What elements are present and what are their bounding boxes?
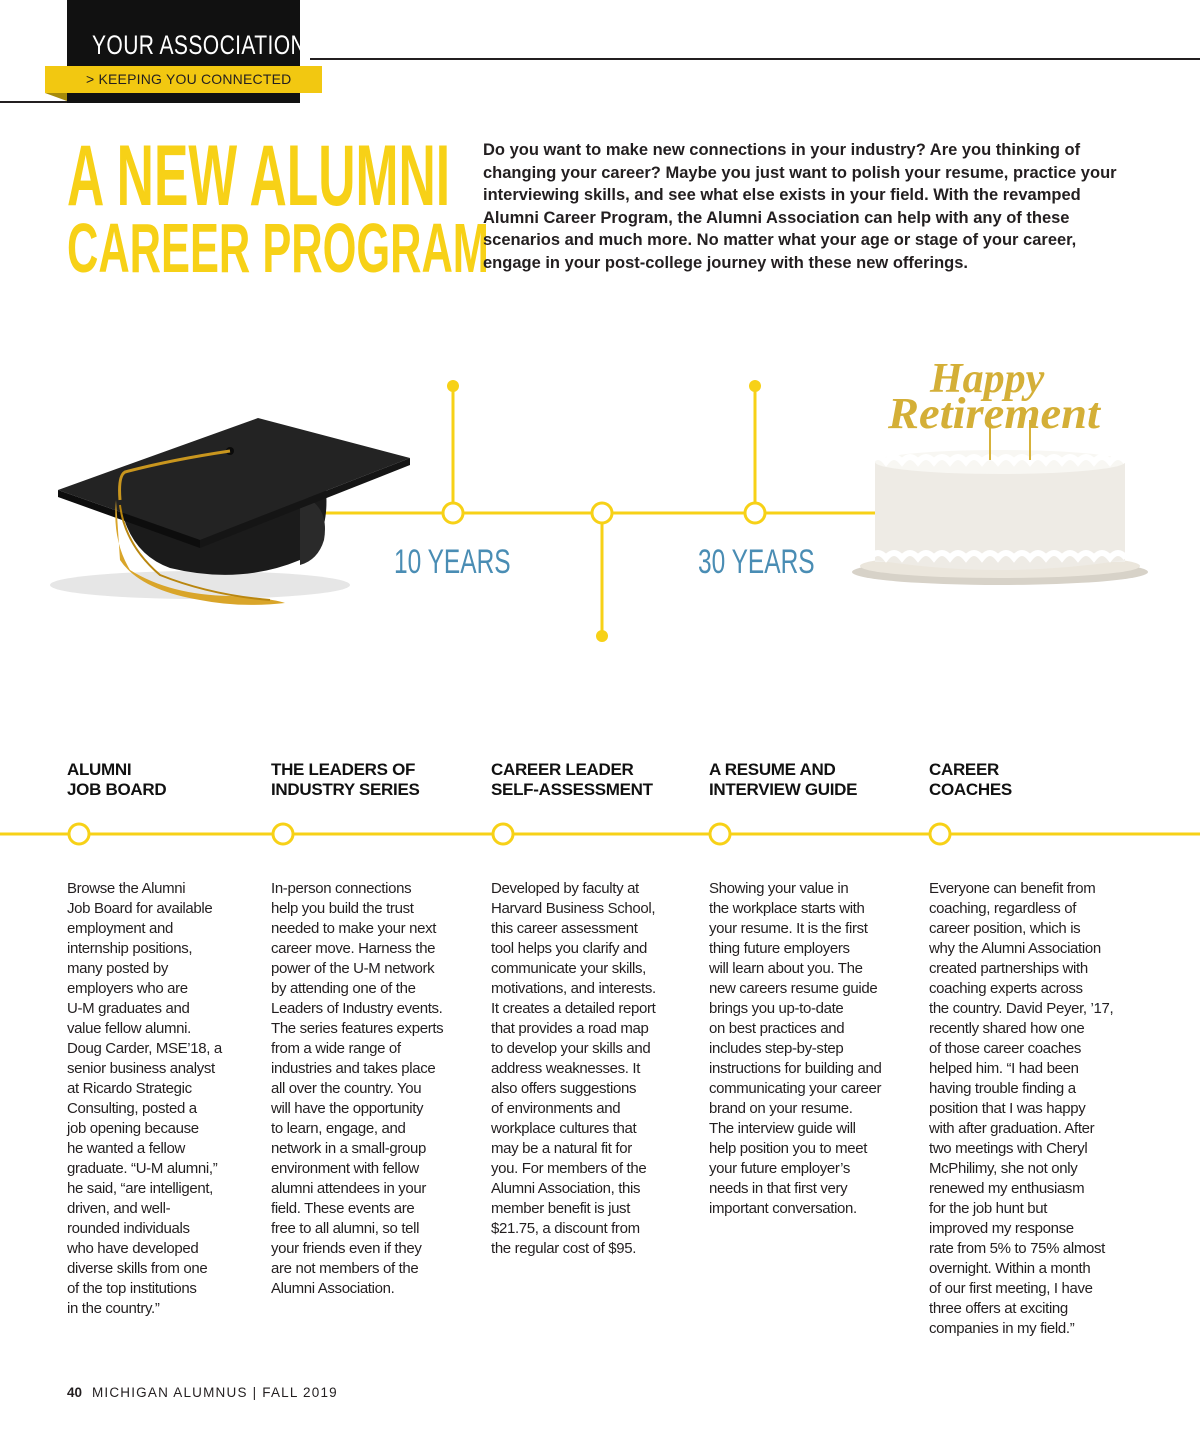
body-line: your friends even if they xyxy=(271,1240,422,1257)
body-line: of environments and xyxy=(491,1100,621,1117)
body-line: thing future employers xyxy=(709,940,850,957)
page-footer xyxy=(67,1385,338,1400)
heading-line: CAREER xyxy=(929,760,999,779)
body-line: network in a small-group xyxy=(271,1140,427,1157)
heading-line: A RESUME AND xyxy=(709,760,836,779)
body-line: of those career coaches xyxy=(929,1040,1082,1057)
body-line: from a wide range of xyxy=(271,1040,401,1057)
body-line: In-person connections xyxy=(271,880,412,897)
cake-topper-retirement: Retirement xyxy=(886,389,1102,438)
heading-line: INDUSTRY SERIES xyxy=(271,780,420,799)
body-line: he wanted a fellow xyxy=(67,1140,185,1157)
body-line: rate from 5% to 75% almost xyxy=(929,1240,1105,1257)
timeline-node-10 xyxy=(443,503,463,523)
body-line: Developed by faculty at xyxy=(491,880,639,897)
heading-line: CAREER LEADER xyxy=(491,760,634,779)
body-line: Showing your value in xyxy=(709,880,849,897)
body-line: overnight. Within a month xyxy=(929,1260,1091,1277)
body-line: communicating your career xyxy=(709,1080,882,1097)
career-timeline xyxy=(0,360,1200,660)
body-line: senior business analyst xyxy=(67,1060,215,1077)
retirement-cake-icon xyxy=(852,360,1148,585)
body-line: for the job hunt but xyxy=(929,1200,1048,1217)
timeline-dot-bottom xyxy=(596,630,608,642)
heading-line: INTERVIEW GUIDE xyxy=(709,780,858,799)
body-line: on best practices and xyxy=(709,1020,845,1037)
body-line: new careers resume guide xyxy=(709,980,878,997)
body-line: created partnerships with xyxy=(929,960,1088,977)
body-line: that provides a road map xyxy=(491,1020,649,1037)
body-line: help position you to meet xyxy=(709,1140,868,1157)
page-number: 40 xyxy=(67,1385,83,1400)
cake-topper-happy: Happy xyxy=(930,360,1045,402)
article-intro: Do you want to make new connections in your industry? Are you thinking of changing your career? Maybe you just want to polish your resume, practice your interviewing skills, and see what else exists in your field. With the revamped Alumni Career Program, the Alumni Association can help with any of these scenarios and much more. No matter what your age or stage of your career, engage in your post-college journey with these new offerings. xyxy=(483,141,1117,272)
heading-line: JOB BOARD xyxy=(67,780,167,799)
body-line: who have developed xyxy=(67,1240,199,1257)
body-line: needed to make your next xyxy=(271,920,437,937)
body-line: driven, and well- xyxy=(67,1200,171,1217)
body-line: rounded individuals xyxy=(67,1220,190,1237)
body-line: coaching experts across xyxy=(929,980,1083,997)
heading-line: SELF-ASSESSMENT xyxy=(491,780,653,799)
timeline-dot-top-left xyxy=(447,380,459,392)
body-line: power of the U-M network xyxy=(271,960,435,977)
body-line: the workplace starts with xyxy=(709,900,865,917)
body-line: field. These events are xyxy=(271,1200,415,1217)
body-line: your resume. It is the first xyxy=(709,920,868,937)
timeline-label-30-years: 30 YEARS xyxy=(698,543,815,581)
column-heading-job-board xyxy=(67,760,166,800)
body-line: workplace cultures that xyxy=(491,1120,637,1137)
subsection-tab-fold xyxy=(45,93,67,101)
body-line: Doug Carder, MSE’18, a xyxy=(67,1040,222,1057)
body-line: employment and xyxy=(67,920,173,937)
body-line: environment with fellow xyxy=(271,1160,419,1177)
column-body-leaders-of-industry xyxy=(271,879,443,1299)
body-line: help you build the trust xyxy=(271,900,414,917)
body-line: Job Board for available xyxy=(67,900,213,917)
body-line: Browse the Alumni xyxy=(67,880,186,897)
body-line: important conversation. xyxy=(709,1200,857,1217)
body-line: graduate. “U-M alumni,” xyxy=(67,1160,218,1177)
timeline-node-30 xyxy=(745,503,765,523)
timeline-node-mid xyxy=(592,503,612,523)
body-line: recently shared how one xyxy=(929,1020,1085,1037)
rail-node-job-board xyxy=(69,824,89,844)
body-line: industries and takes place xyxy=(271,1060,436,1077)
graduation-cap-icon xyxy=(50,418,410,605)
body-line: will have the opportunity xyxy=(271,1100,424,1117)
body-line: helped him. “I had been xyxy=(929,1060,1079,1077)
body-line: may be a natural fit for xyxy=(491,1140,632,1157)
offerings-rail xyxy=(0,815,1200,855)
column-body-career-coaches xyxy=(929,879,1113,1339)
timeline-label-10-years: 10 YEARS xyxy=(394,543,511,581)
body-line: Alumni Association. xyxy=(271,1280,395,1297)
body-line: value fellow alumni. xyxy=(67,1020,191,1037)
body-line: internship positions, xyxy=(67,940,193,957)
body-line: needs in that first very xyxy=(709,1180,848,1197)
body-line: The series features experts xyxy=(271,1020,444,1037)
body-line: motivations, and interests. xyxy=(491,980,656,997)
column-heading-self-assessment xyxy=(491,760,653,800)
timeline-dot-top-right xyxy=(749,380,761,392)
body-line: with after graduation. After xyxy=(929,1120,1095,1137)
column-heading-career-coaches xyxy=(929,760,1012,800)
body-line: in the country.” xyxy=(67,1300,160,1317)
body-line: free to all alumni, so tell xyxy=(271,1220,420,1237)
body-line: Leaders of Industry events. xyxy=(271,1000,443,1017)
body-line: the country. David Peyer, ’17, xyxy=(929,1000,1114,1017)
rail-node-assessment xyxy=(493,824,513,844)
rail-node-leaders xyxy=(273,824,293,844)
column-body-self-assessment xyxy=(491,879,656,1259)
body-line: brings you up-to-date xyxy=(709,1000,844,1017)
body-line: of the top institutions xyxy=(67,1280,197,1297)
body-line: your future employer’s xyxy=(709,1160,850,1177)
body-line: employers who are xyxy=(67,980,188,997)
body-line: having trouble finding a xyxy=(929,1080,1076,1097)
body-line: the regular cost of $95. xyxy=(491,1240,637,1257)
body-line: tool helps you clarify and xyxy=(491,940,647,957)
body-line: career move. Harness the xyxy=(271,940,436,957)
body-line: three offers at exciting xyxy=(929,1300,1068,1317)
heading-line: ALUMNI xyxy=(67,760,132,779)
left-rule xyxy=(0,101,67,103)
body-line: at Ricardo Strategic xyxy=(67,1080,192,1097)
rail-node-resume xyxy=(710,824,730,844)
body-line: The interview guide will xyxy=(709,1120,856,1137)
column-heading-resume-guide xyxy=(709,760,857,800)
body-line: member benefit is just xyxy=(491,1200,631,1217)
body-line: job opening because xyxy=(67,1120,199,1137)
body-line: coaching, regardless of xyxy=(929,900,1077,917)
body-line: brand on your resume. xyxy=(709,1100,853,1117)
article-title-line2: CAREER PROGRAM xyxy=(67,209,489,287)
body-line: Consulting, posted a xyxy=(67,1100,197,1117)
body-line: by attending one of the xyxy=(271,980,416,997)
body-line: communicate your skills, xyxy=(491,960,646,977)
body-line: you. For members of the xyxy=(491,1160,647,1177)
body-line: U-M graduates and xyxy=(67,1000,190,1017)
body-line: Everyone can benefit from xyxy=(929,880,1096,897)
heading-line: COACHES xyxy=(929,780,1012,799)
article-title-line1: A NEW ALUMNI xyxy=(67,128,451,224)
body-line: renewed my enthusiasm xyxy=(929,1180,1085,1197)
body-line: It creates a detailed report xyxy=(491,1000,656,1017)
body-line: instructions for building and xyxy=(709,1060,882,1077)
body-line: position that I was happy xyxy=(929,1100,1086,1117)
body-line: why the Alumni Association xyxy=(929,940,1101,957)
column-body-job-board xyxy=(67,879,222,1319)
section-title: YOUR ASSOCIATION xyxy=(92,30,307,60)
body-line: are not members of the xyxy=(271,1260,419,1277)
column-body-resume-guide xyxy=(709,879,881,1219)
body-line: he said, “are intelligent, xyxy=(67,1180,213,1197)
body-line: includes step-by-step xyxy=(709,1040,844,1057)
body-line: alumni attendees in your xyxy=(271,1180,427,1197)
body-line: to develop your skills and xyxy=(491,1040,651,1057)
body-line: this career assessment xyxy=(491,920,638,937)
body-line: many posted by xyxy=(67,960,168,977)
column-heading-leaders-of-industry xyxy=(271,760,420,800)
body-line: two meetings with Cheryl xyxy=(929,1140,1088,1157)
body-line: all over the country. You xyxy=(271,1080,422,1097)
subsection-label: > KEEPING YOU CONNECTED xyxy=(86,71,292,87)
header-rule xyxy=(310,58,1200,60)
body-line: of our first meeting, I have xyxy=(929,1280,1093,1297)
body-line: diverse skills from one xyxy=(67,1260,208,1277)
body-line: will learn about you. The xyxy=(709,960,863,977)
body-line: address weaknesses. It xyxy=(491,1060,641,1077)
body-line: Alumni Association, this xyxy=(491,1180,641,1197)
body-line: also offers suggestions xyxy=(491,1080,637,1097)
publication-name: MICHIGAN ALUMNUS | FALL 2019 xyxy=(91,1385,338,1400)
body-line: to learn, engage, and xyxy=(271,1120,406,1137)
body-line: companies in my field.” xyxy=(929,1320,1075,1337)
body-line: career position, which is xyxy=(929,920,1081,937)
body-line: $21.75, a discount from xyxy=(491,1220,640,1237)
body-line: McPhilimy, she not only xyxy=(929,1160,1078,1177)
rail-node-coaches xyxy=(930,824,950,844)
body-line: improved my response xyxy=(929,1220,1074,1237)
heading-line: THE LEADERS OF xyxy=(271,760,416,779)
body-line: Harvard Business School, xyxy=(491,900,656,917)
